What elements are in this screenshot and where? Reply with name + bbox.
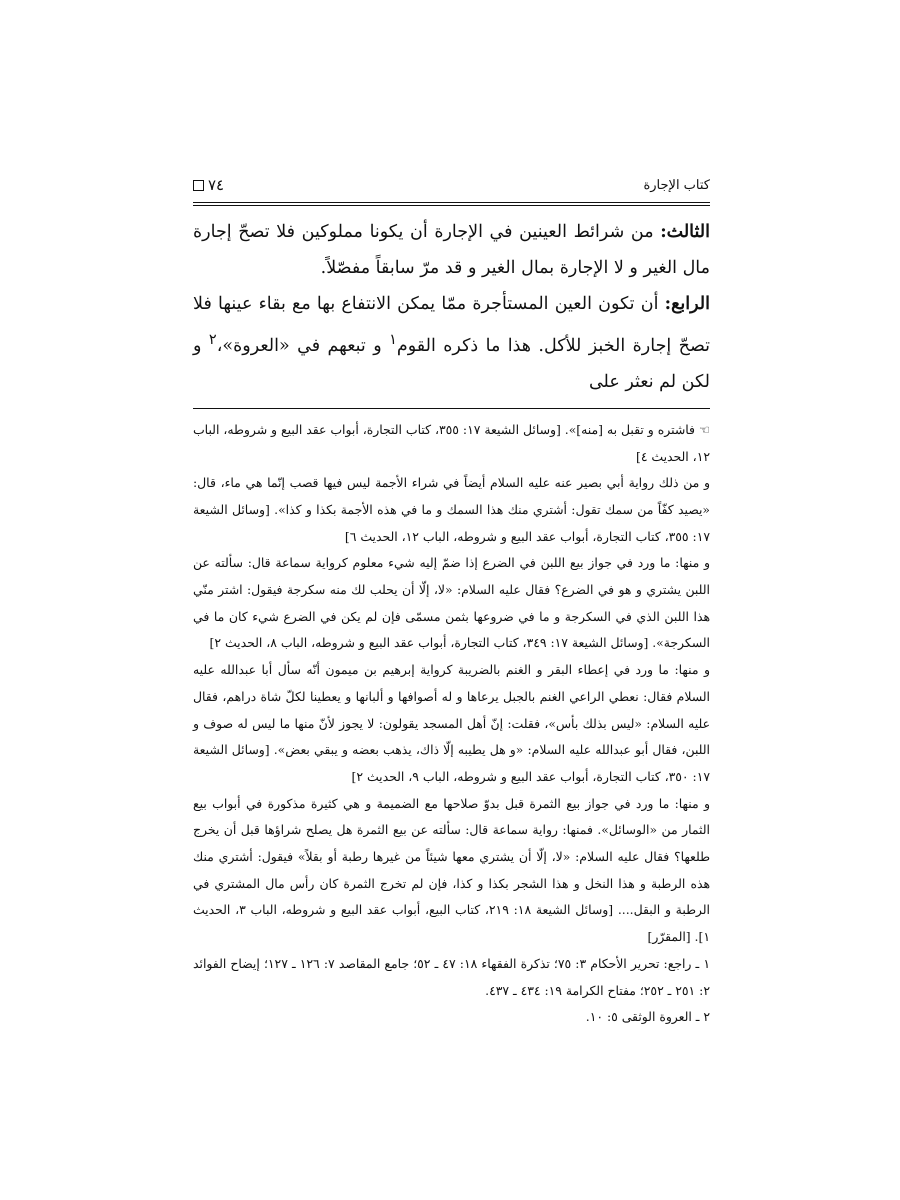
paragraph-third (193, 214, 710, 286)
paragraph-body: من شرائط العينين في الإجارة أن يكونا مملوكين فلا تصحّ إجارة مال الغير و لا الإجارة بمال الغير و قد مرّ سابقاً مفصّلاً. (193, 222, 710, 278)
square-bullet-icon (193, 180, 204, 191)
footnote-paragraph: و منها: ما ورد في جواز بيع الثمرة قبل بدوّ صلاحها مع الضميمة و هي كثيرة مذكورة في أبواب بيع الثمار من «الوسائل». فمنها: رواية سماعة قال: سألته عن بيع الثمرة هل يصلح شراؤها قبل أن يخرج طلعها؟ فقال عليه السلام: «لا، إلّا أن يشتري معها شيئاً من غيرها رطبة أو بقلاً» فيقول: أشتري منك هذه الرطبة و هذا النخل و هذا الشجر بكذا و كذا، فإن لم تخرج الثمرة كان رأس مال المشتري في الرطبة و البقل.... [وسائل الشيعة ١٨: ٢١٩، كتاب البيع، أبواب عقد البيع و شروطه، الباب ٣، الحديث ١]. [المقرّر] (193, 795, 710, 945)
footnote-continuation: ☜ فاشتره و تقبل به [منه]». [وسائل الشيعة ١٧: ٣٥٥، كتاب التجارة، أبواب عقد البيع و شروطه، الباب ١٢، الحديث ٤] (193, 421, 711, 464)
main-text (193, 214, 710, 400)
paragraph-fourth (193, 286, 710, 400)
footnote-paragraph: و من ذلك رواية أبي بصير عنه عليه السلام أيضاً في شراء الأجمة ليس فيها قصب إنّما هي ماء، قال: «يصيد كفّاً من سمك تقول: أشتري منك هذا السمك و ما في هذه الأجمة بكذا و كذا». [وسائل الشيعة ١٧: ٣٥٥، كتاب التجارة، أبواب عقد البيع و شروطه، الباب ١٢، الحديث ٦] (193, 475, 710, 544)
footnote-paragraph: و منها: ما ورد في إعطاء البقر و الغنم بالضريبة كرواية إبرهيم بن ميمون أنّه سأل أبا عبدالله عليه السلام فقال: نعطي الراعي الغنم بالجبل يرعاها و له أصوافها و ألبانها و يعطينا لكلّ شاة دراهم، فقال عليه السلام: «ليس بذلك بأس»، فقلت: إنّ أهل المسجد يقولون: لا يجوز لأنّ منها ما ليس له صوف و اللبن، فقال أبو عبدالله عليه السلام: «و هل يطيبه إلّا ذاك، يذهب بعضه و يبقي بعض». [وسائل الشيعة ١٧: ٣٥٠، كتاب التجارة، أبواب عقد البيع و شروطه، الباب ٩، الحديث ٢] (193, 662, 710, 784)
page-number-group (193, 176, 224, 194)
page-number: ٧٤ (208, 176, 225, 194)
paragraph-body: و تبعهم في «العروة»، (216, 335, 390, 356)
paragraph-body: و لكن لم نعثر على (193, 335, 710, 392)
footnote-separator (193, 408, 710, 409)
header-rule-top (193, 202, 710, 203)
header-rule-bottom (193, 205, 710, 206)
footnote-ref[interactable]: ٢ (208, 331, 217, 348)
chapter-title: كتاب الإجارة (643, 178, 710, 193)
running-header (193, 170, 710, 200)
footnote-paragraph: و منها: ما ورد في جواز بيع اللبن في الضرع إذا ضمّ إليه شيء معلوم كرواية سماعة قال: سألته عن اللبن يشتري و هو في الضرع؟ فقال عليه السلام: «لا، إلّا أن يحلب لك منه سكرجة فيقول: اشتر منّي هذا اللبن الذي في السكرجة و ما في ضروعها بثمن مسمّى فإن لم يكن في الضرع شيء كان ما في السكرجة». [وسائل الشيعة ١٧: ٣٤٩، كتاب التجارة، أبواب عقد البيع و شروطه، الباب ٨، الحديث ٢] (193, 555, 710, 651)
footnotes (193, 417, 710, 1031)
paragraph-heading: الثالث: (660, 222, 710, 242)
footnote-2: ٢ ـ العروة الوثقى ٥: ١٠. (585, 1009, 710, 1025)
paragraph-body: أن تكون العين المستأجرة ممّا يمكن الانتفاع بها مع بقاء عينها فلا تصحّ إجارة الخبز للأكل. هذا ما ذكره القوم (193, 294, 711, 356)
paragraph-heading: الرابع: (664, 294, 710, 314)
footnote-ref[interactable]: ١ (389, 331, 397, 348)
pointing-hand-icon: ☜ (698, 421, 711, 437)
book-page (193, 170, 710, 1031)
footnote-1: ١ ـ راجع: تحرير الأحكام ٣: ٧٥؛ تذكرة الفقهاء ١٨: ٤٧ ـ ٥٢؛ جامع المقاصد ٧: ١٢٦ ـ ١٢٧؛ إيضاح الفوائد ٢: ٢٥١ ـ ٢٥٢؛ مفتاح الكرامة ١٩: ٤٣٤ ـ ٤٣٧. (193, 955, 710, 998)
